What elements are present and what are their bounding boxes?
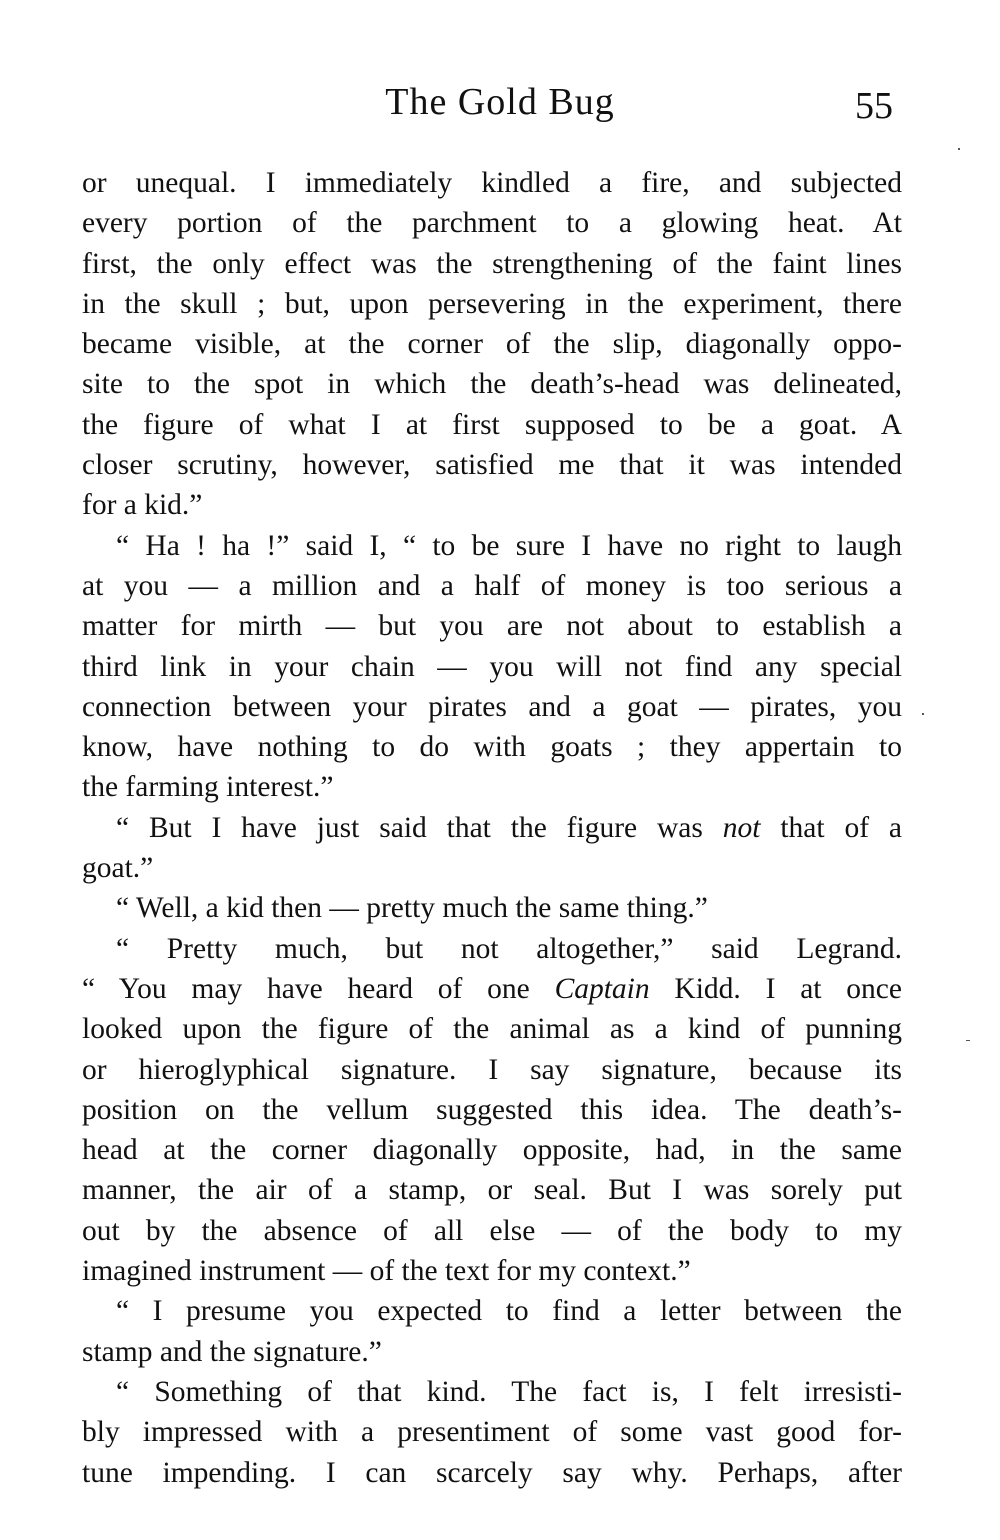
text-line: “ Something of that kind. The fact is, I felt irresisti- <box>116 1375 902 1408</box>
text-run: “ But I have just said that the figure was <box>116 811 723 844</box>
text-line: site to the spot in which the death’s-head was delineated, <box>82 368 902 401</box>
text-line: out by the absence of all else — of the body to my <box>82 1214 902 1247</box>
page-number: 55 <box>855 85 893 127</box>
text-line: head at the corner diagonally opposite, had, in the same <box>82 1134 902 1167</box>
text-line: tune impending. I can scarcely say why. Perhaps, after <box>82 1456 902 1489</box>
body-text <box>82 163 902 1493</box>
text-line: goat.” <box>82 852 154 885</box>
text-line: imagined instrument — of the text for my context.” <box>82 1255 691 1288</box>
text-run: that of a <box>760 811 902 844</box>
text-line: position on the vellum suggested this idea. The death’s- <box>82 1093 902 1126</box>
text-line: third link in your chain — you will not find any special <box>82 650 902 683</box>
text-line <box>82 808 902 848</box>
text-line: looked upon the figure of the animal as a kind of punning <box>82 1013 902 1046</box>
text-line: at you — a million and a half of money is too serious a <box>82 569 902 602</box>
text-run: “ You may have heard of one <box>82 972 555 1005</box>
text-line: stamp and the signature.” <box>82 1335 382 1368</box>
text-line: connection between your pirates and a goat — pirates, you <box>82 690 902 723</box>
text-line <box>82 969 902 1009</box>
text-line: closer scrutiny, however, satisfied me that it was intended <box>82 449 902 482</box>
text-line: first, the only effect was the strengthening of the faint lines <box>82 247 902 280</box>
text-line: “ Pretty much, but not altogether,” said Legrand. <box>116 932 902 965</box>
text-line: manner, the air of a stamp, or seal. But I was sorely put <box>82 1174 902 1207</box>
text-line: every portion of the parchment to a glowing heat. At <box>82 207 902 240</box>
text-line: for a kid.” <box>82 489 203 522</box>
text-line: bly impressed with a presentiment of some vast good for- <box>82 1416 902 1449</box>
scan-speck <box>966 1040 970 1041</box>
text-line: the figure of what I at first supposed to be a goat. A <box>82 408 902 441</box>
text-line: or hieroglyphical signature. I say signature, because its <box>82 1053 902 1086</box>
scan-speck <box>958 148 960 150</box>
text-line: the farming interest.” <box>82 771 334 804</box>
text-line: know, have nothing to do with goats ; they appertain to <box>82 731 902 764</box>
italic-emphasis: Captain <box>554 972 650 1005</box>
text-line: or unequal. I immediately kindled a fire, and subjected <box>82 167 902 199</box>
text-line: matter for mirth — but you are not about to establish a <box>82 610 902 643</box>
text-line: in the skull ; but, upon persevering in the experiment, there <box>82 287 902 320</box>
text-run: Kidd. I at once <box>649 972 902 1005</box>
text-line: “ Ha ! ha !” said I, “ to be sure I have no right to laugh <box>116 529 902 562</box>
italic-emphasis: not <box>722 811 761 844</box>
text-line: “ I presume you expected to find a letter between the <box>116 1295 902 1328</box>
text-line: became visible, at the corner of the slip, diagonally oppo- <box>82 328 902 361</box>
page-title: The Gold Bug <box>385 81 615 123</box>
text-line: “ Well, a kid then — pretty much the same thing.” <box>116 892 708 925</box>
scan-speck <box>922 713 924 715</box>
